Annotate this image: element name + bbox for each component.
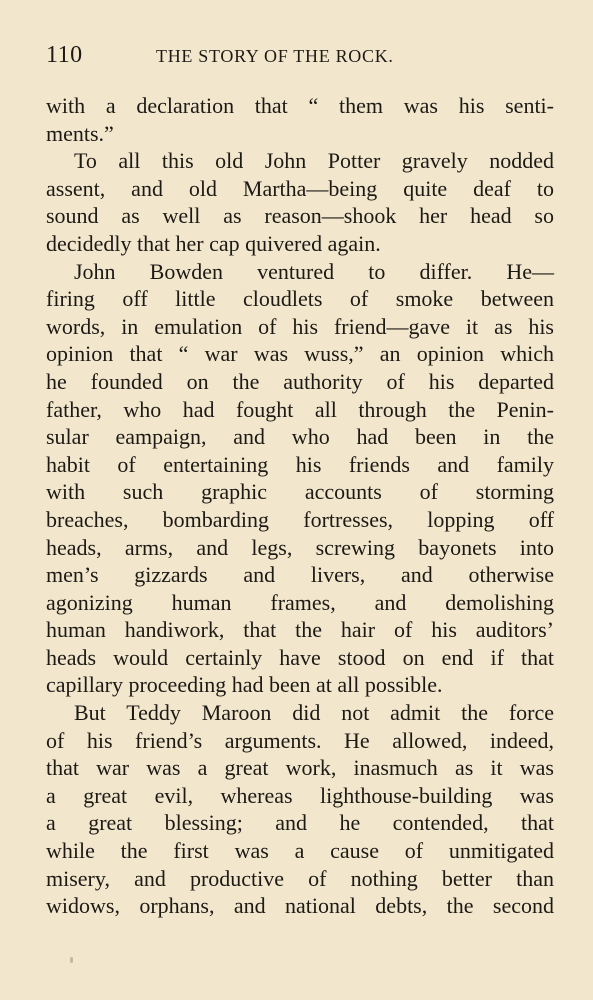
text-line: a great evil, whereas lighthouse-building was xyxy=(46,782,554,808)
page-header xyxy=(46,40,554,70)
text-line: a great blessing; and he contended, that xyxy=(46,810,554,836)
text-line: with a declaration that “ them was his senti- xyxy=(46,93,554,118)
text-line: sular eampaign, and who had been in the xyxy=(46,424,554,450)
text-line: father, who had fought all through the Penin- xyxy=(46,396,554,422)
running-head: THE STORY OF THE ROCK. xyxy=(156,46,394,66)
text-line: firing off little cloudlets of smoke between xyxy=(46,286,554,312)
body-text xyxy=(46,92,554,920)
text-line: opinion that “ war was wuss,” an opinion which xyxy=(46,341,554,367)
text-line: that war was a great work, inasmuch as it was xyxy=(46,755,554,781)
text-line: with such graphic accounts of storming xyxy=(46,479,554,505)
text-line: To all this old John Potter gravely nodded xyxy=(74,148,554,174)
text-line: while the first was a cause of unmitigated xyxy=(46,838,554,864)
text-line: sound as well as reason—shook her head so xyxy=(46,203,554,229)
text-line: men’s gizzards and livers, and otherwise xyxy=(46,562,554,588)
text-line: widows, orphans, and national debts, the second xyxy=(46,893,554,919)
text-line: decidedly that her cap quivered again. xyxy=(46,230,381,256)
text-line: breaches, bombarding fortresses, lopping off xyxy=(46,506,554,532)
text-line: heads, arms, and legs, screwing bayonets into xyxy=(46,534,554,560)
text-line: ments.” xyxy=(46,120,114,146)
text-line: agonizing human frames, and demolishing xyxy=(46,589,554,615)
text-line: words, in emulation of his friend—gave it as his xyxy=(46,313,554,339)
text-line: But Teddy Maroon did not admit the force xyxy=(74,700,554,726)
text-line: capillary proceeding had been at all possible. xyxy=(46,672,443,698)
page-number: 110 xyxy=(46,42,83,68)
text-line: human handiwork, that the hair of his auditors’ xyxy=(46,617,554,643)
text-line: assent, and old Martha—being quite deaf to xyxy=(46,175,554,201)
text-line: habit of entertaining his friends and family xyxy=(46,451,554,477)
paper-speck xyxy=(70,957,73,963)
text-line: he founded on the authority of his departed xyxy=(46,368,554,394)
text-line: John Bowden ventured to differ. He— xyxy=(74,258,554,284)
text-line: misery, and productive of nothing better than xyxy=(46,865,554,891)
text-line: heads would certainly have stood on end if that xyxy=(46,644,554,670)
text-line: of his friend’s arguments. He allowed, indeed, xyxy=(46,727,554,753)
